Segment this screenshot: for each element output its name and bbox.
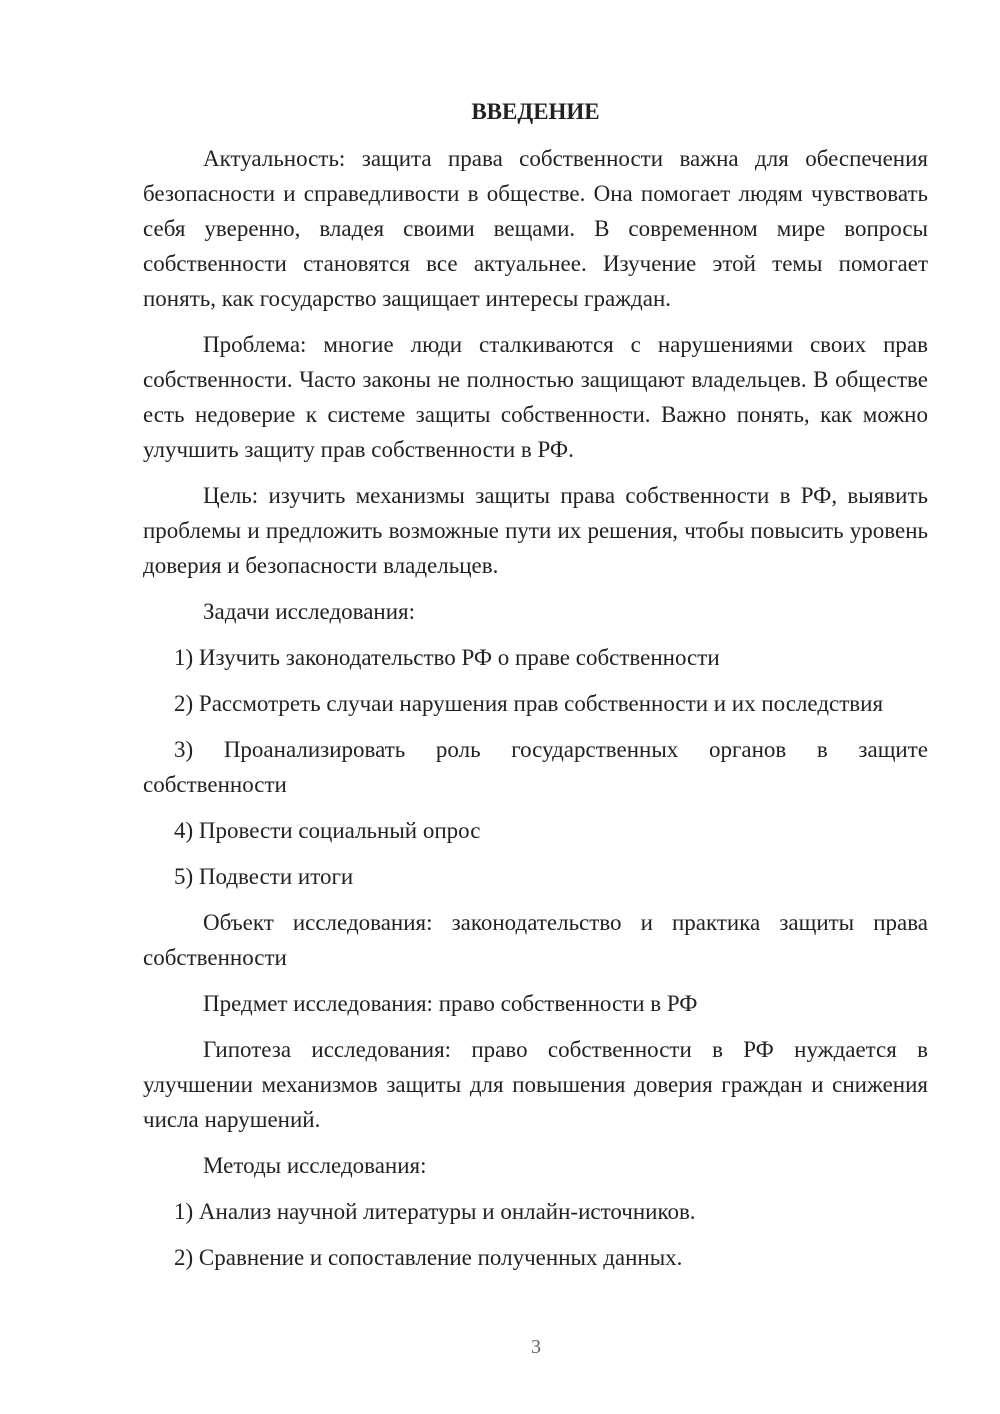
page-title: ВВЕДЕНИЕ: [471, 99, 600, 124]
page-number: 3: [531, 1336, 541, 1358]
method-item-2: 2) Сравнение и сопоставление полученных данных.: [174, 1245, 683, 1270]
task-item-2: 2) Рассмотреть случаи нарушения прав собственности и их последствия: [174, 691, 884, 716]
page-content: [143, 94, 928, 1286]
methods-heading: Методы исследования:: [203, 1153, 427, 1178]
task-item-4: 4) Провести социальный опрос: [174, 818, 481, 843]
task-item-5: 5) Подвести итоги: [174, 864, 354, 889]
subject-paragraph: Предмет исследования: право собственности в РФ: [203, 991, 698, 1016]
object-paragraph: Объект исследования: законодательство и практика защиты права собственности: [143, 910, 928, 970]
task-item-3: 3) Проанализировать роль государственных органов в защите собственности: [143, 737, 928, 797]
task-item-1: 1) Изучить законодательство РФ о праве собственности: [174, 645, 720, 670]
method-item-1: 1) Анализ научной литературы и онлайн-источников.: [174, 1199, 696, 1224]
goal-paragraph: Цель: изучить механизмы защиты права собственности в РФ, выявить проблемы и предложить возможные пути их решения, чтобы повысить уровень доверия и безопасности владельцев.: [143, 483, 928, 578]
hypothesis-paragraph: Гипотеза исследования: право собственности в РФ нуждается в улучшении механизмов защиты для повышения доверия граждан и снижения числа нарушений.: [143, 1037, 928, 1132]
tasks-heading: Задачи исследования:: [203, 599, 416, 624]
problem-paragraph: Проблема: многие люди сталкиваются с нарушениями своих прав собственности. Часто законы не полностью защищают владельцев. В обществе есть недоверие к системе защиты собственности. Важно понять, как можно улучшить защиту прав собственности в РФ.: [143, 332, 928, 462]
relevance-paragraph: Актуальность: защита права собственности важна для обеспечения безопасности и справедливости в обществе. Она помогает людям чувствовать себя уверенно, владея своими вещами. В современном мире вопросы собственности становятся все актуальнее. Изучение этой темы помогает понять, как государство защищает интересы граждан.: [143, 146, 928, 311]
